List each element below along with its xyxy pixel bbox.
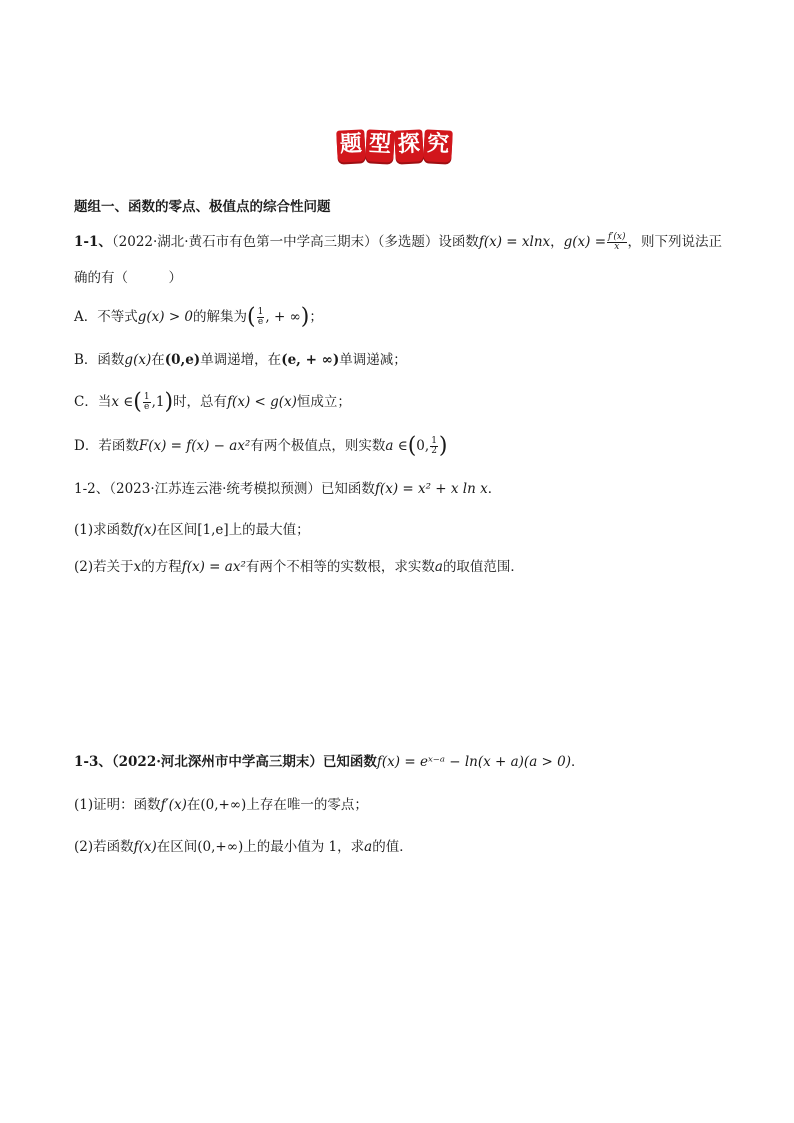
option-b-g: g(x)	[124, 352, 152, 368]
option-c	[74, 389, 351, 415]
part-1-end: 上的最大值；	[228, 522, 310, 538]
paren-open: (	[247, 304, 256, 330]
question-1-1-line-1	[74, 232, 722, 252]
option-a-end: ；	[309, 309, 323, 325]
option-b-interval-1: (0,e)	[164, 352, 201, 368]
option-c-end: 恒成立；	[296, 394, 351, 410]
g-numerator: f′(x)	[608, 232, 626, 242]
option-a-mid: 的解集为	[193, 309, 248, 325]
g-lhs: g(x) =	[563, 234, 607, 250]
option-a-num: 1	[257, 307, 264, 317]
part-1-prefix: (1)证明：函数	[74, 797, 161, 813]
option-b-end: 单调递减；	[339, 352, 407, 368]
question-1-3-function: f(x) = eˣ⁻ᵃ − ln(x + a)(a > 0)	[376, 754, 571, 770]
option-c-fraction	[143, 393, 151, 412]
paren-close: )	[438, 433, 448, 459]
option-a-math: g(x) > 0	[137, 309, 194, 325]
part-2-mid2: 上的最小值为 1，求	[243, 839, 365, 855]
part-1-mid: 在区间	[156, 522, 198, 538]
option-d-den: 2	[431, 446, 437, 456]
option-c-prefix: C．当	[74, 394, 112, 410]
question-1-3-end: ．	[571, 754, 585, 770]
option-a-prefix: A．不等式	[74, 309, 138, 325]
part-2-x: x	[133, 559, 142, 575]
part-1-prefix: (1)求函数	[74, 522, 134, 538]
paren-open: (	[133, 389, 142, 415]
option-b-interval-2: (e, + ∞)	[281, 352, 340, 368]
option-c-x: x ∈	[111, 394, 134, 410]
question-source: （2022·湖北·黄石市有色第一中学高三期末）（多选题）设函数	[111, 234, 479, 250]
part-2-prefix: (2)若关于	[74, 559, 134, 575]
part-1-interval: [1,e]	[197, 522, 229, 538]
question-1-2-end: ．	[487, 481, 502, 497]
question-1-2-head: 1-2、（2023·江苏连云港·统考模拟预测）已知函数	[74, 481, 375, 497]
paren-close: )	[164, 389, 174, 415]
paren-open: (	[407, 433, 417, 459]
banner-char: 题	[336, 129, 366, 162]
option-b-mid2: 单调递增，在	[200, 352, 282, 368]
option-c-num: 1	[143, 392, 150, 402]
part-1-function: f′(x)	[160, 797, 187, 813]
banner-char: 型	[365, 129, 395, 162]
part-2-mid: 在区间	[156, 839, 198, 855]
option-d	[74, 433, 448, 459]
question-1-3-part-1	[74, 795, 368, 815]
section-title: 题组一、函数的零点、极值点的综合性问题	[74, 199, 331, 215]
question-1-2-function: f(x) = x² + x ln x	[374, 481, 488, 497]
question-1-3	[74, 752, 585, 772]
part-2-interval: (0,+∞)	[197, 839, 244, 855]
option-c-den: e	[144, 402, 150, 412]
option-d-a: a ∈	[385, 438, 408, 454]
g-fraction	[607, 233, 626, 252]
g-denominator: x	[614, 242, 620, 252]
part-2-a: a	[434, 559, 443, 575]
question-1-2-part-1	[74, 520, 310, 540]
f-definition: f(x) = xlnx	[478, 234, 551, 250]
option-d-prefix: D．若函数	[74, 438, 139, 454]
question-1-2-part-2	[74, 557, 524, 577]
question-1-3-part-2	[74, 837, 413, 857]
part-2-mid2: 有两个不相等的实数根，求实数	[245, 559, 435, 575]
part-2-prefix: (2)若函数	[74, 839, 134, 855]
question-number: 1-1、	[74, 234, 112, 250]
part-2-function: f(x)	[133, 839, 157, 855]
option-c-mid: 时，总有	[173, 394, 228, 410]
option-c-inequality: f(x) < g(x)	[227, 394, 297, 410]
part-2-equation: f(x) = ax²	[181, 559, 246, 575]
option-d-interval-head: 0,	[416, 438, 430, 454]
option-a-den: e	[257, 317, 264, 327]
part-2-end: 的值．	[372, 839, 413, 855]
question-tail: ，则下列说法正	[627, 234, 723, 250]
option-d-num: 1	[431, 436, 437, 446]
part-1-end: 上存在唯一的零点；	[246, 797, 368, 813]
part-1-mid: 在	[186, 797, 201, 813]
question-1-3-head: 1-3、（2022·河北深州市中学高三期末）已知函数	[74, 754, 377, 770]
topic-banner	[337, 130, 452, 162]
option-a	[74, 304, 323, 330]
option-d-mid: 有两个极值点，则实数	[250, 438, 386, 454]
option-d-function: F(x) = f(x) − ax²	[138, 438, 251, 454]
option-b	[74, 350, 407, 370]
banner-char: 探	[394, 129, 424, 162]
paren-close: )	[300, 304, 310, 330]
option-b-mid1: 在	[151, 352, 165, 368]
option-a-fraction	[257, 308, 265, 327]
option-b-prefix: B．函数	[74, 352, 125, 368]
option-a-interval-tail: , + ∞	[265, 309, 301, 325]
option-c-interval-tail: ,1	[151, 394, 165, 410]
comma: ，	[550, 234, 564, 250]
banner-char: 究	[423, 129, 453, 162]
part-2-a: a	[364, 839, 373, 855]
part-2-mid: 的方程	[141, 559, 182, 575]
part-1-function: f(x)	[133, 522, 157, 538]
question-1-2	[74, 479, 501, 499]
part-2-end: 的取值范围．	[442, 559, 524, 575]
option-d-fraction	[430, 437, 438, 456]
part-1-interval: (0,+∞)	[200, 797, 247, 813]
question-1-1-line-2: 确的有（ ）	[74, 270, 182, 286]
